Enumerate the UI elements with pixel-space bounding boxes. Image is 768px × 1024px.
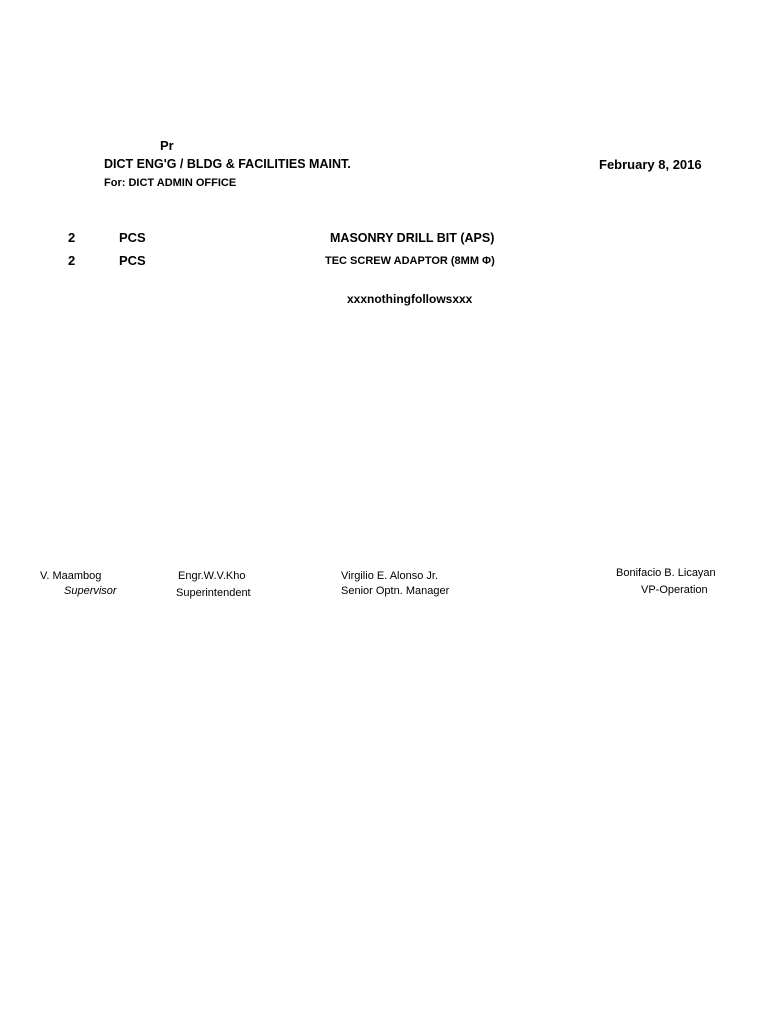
document-date: February 8, 2016 (599, 157, 702, 172)
signatory-name: V. Maambog (40, 570, 102, 582)
signatory-title: Senior Optn. Manager (341, 585, 450, 597)
signatory-title: Superintendent (176, 587, 251, 599)
nothing-follows-marker: xxxnothingfollowsxxx (347, 292, 473, 306)
signatory-name: Engr.W.V.Kho (178, 570, 246, 582)
for-office-line: For: DICT ADMIN OFFICE (104, 177, 237, 189)
signatory-title: Supervisor (64, 585, 117, 597)
document-code: Pr (160, 138, 174, 153)
item-description: TEC SCREW ADAPTOR (8MM Φ) (325, 255, 495, 267)
department-label: DICT ENG'G / BLDG & FACILITIES MAINT. (104, 157, 351, 171)
item-quantity: 2 (68, 253, 76, 268)
item-unit: PCS (119, 230, 146, 245)
item-unit: PCS (119, 253, 146, 268)
item-description: MASONRY DRILL BIT (APS) (330, 231, 495, 245)
item-quantity: 2 (68, 230, 76, 245)
signatory-title: VP-Operation (641, 584, 708, 596)
signatory-name: Virgilio E. Alonso Jr. (341, 570, 439, 582)
signatory-name: Bonifacio B. Licayan (616, 567, 716, 579)
